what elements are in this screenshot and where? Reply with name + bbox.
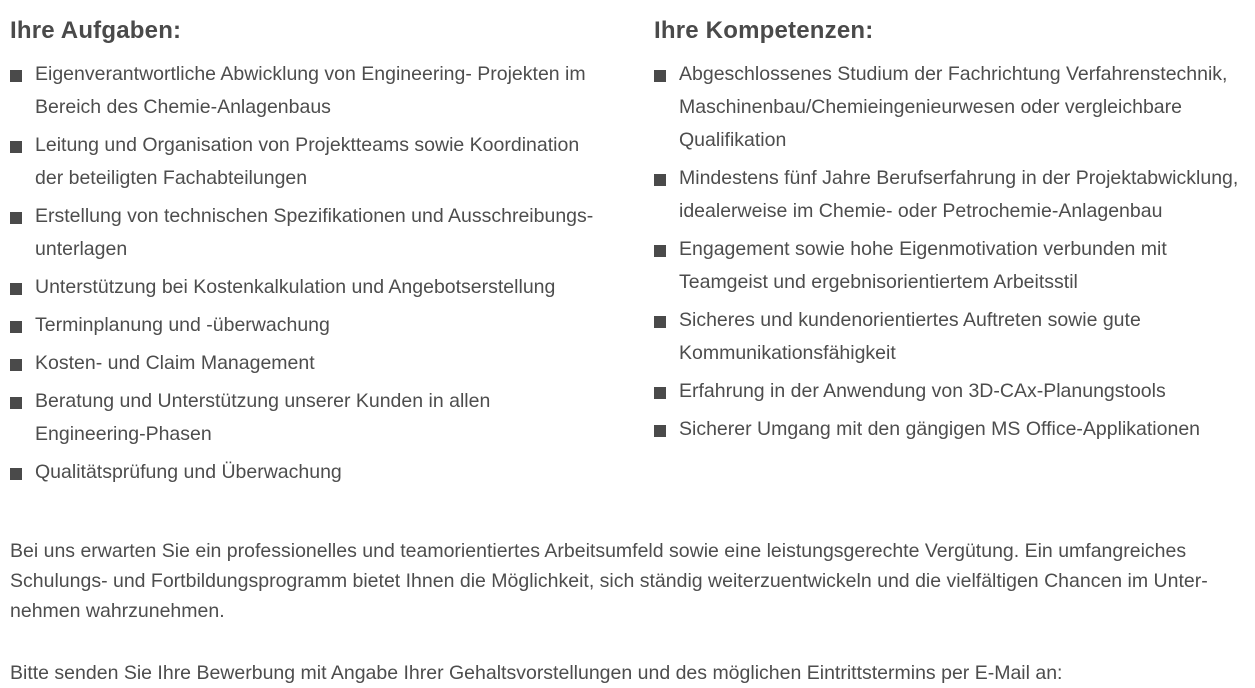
aufgaben-list-item xyxy=(10,309,620,342)
aufgaben-item-text: Qualitätsprüfung und Überwachung xyxy=(35,461,342,483)
square-bullet-icon xyxy=(10,70,22,82)
kompetenzen-item-text: Engagement sowie hohe Eigenmotivation verbunden mit xyxy=(679,238,1167,260)
aufgaben-item-text: der beteiligten Fachabteilungen xyxy=(35,167,308,189)
aufgaben-list-item xyxy=(10,385,620,451)
application-paragraph: Bitte senden Sie Ihre Bewerbung mit Angabe Ihrer Gehaltsvorstellungen und des möglichen Eintrittstermins per E-Mail an: xyxy=(10,662,1063,684)
kompetenzen-list-item xyxy=(654,413,1254,446)
kompetenzen-item-text: Abgeschlossenes Studium der Fachrichtung Verfahrenstechnik, xyxy=(679,63,1228,85)
aufgaben-list-item xyxy=(10,200,620,266)
kompetenzen-list-item xyxy=(654,233,1254,299)
aufgaben-item-text: Kosten- und Claim Management xyxy=(35,352,315,374)
aufgaben-item-text: Unterstützung bei Kostenkalkulation und Angebotserstellung xyxy=(35,276,556,298)
kompetenzen-heading: Ihre Kompetenzen: xyxy=(654,17,874,44)
square-bullet-icon xyxy=(654,245,666,257)
aufgaben-item-text: Engineering-Phasen xyxy=(35,423,212,445)
square-bullet-icon xyxy=(10,141,22,153)
square-bullet-icon xyxy=(10,321,22,333)
offer-paragraph xyxy=(10,536,1240,626)
square-bullet-icon xyxy=(654,174,666,186)
square-bullet-icon xyxy=(10,468,22,480)
kompetenzen-item-text: Erfahrung in der Anwendung von 3D-CAx-Planungstools xyxy=(679,380,1166,402)
aufgaben-item-text: unterlagen xyxy=(35,238,128,260)
aufgaben-list-item xyxy=(10,271,620,304)
offer-paragraph-line: Schulungs- und Fortbildungsprogramm bietet Ihnen die Möglichkeit, sich ständig weiterzuentwickeln und die vielfältigen Chancen im Unter- xyxy=(10,570,1208,592)
square-bullet-icon xyxy=(654,425,666,437)
offer-paragraph-line: nehmen wahrzunehmen. xyxy=(10,600,225,622)
aufgaben-item-text: Beratung und Unterstützung unserer Kunden in allen xyxy=(35,390,491,412)
kompetenzen-item-text: Qualifikation xyxy=(679,129,787,151)
square-bullet-icon xyxy=(654,387,666,399)
square-bullet-icon xyxy=(654,70,666,82)
aufgaben-section xyxy=(10,14,620,494)
aufgaben-item-text: Erstellung von technischen Spezifikationen und Ausschreibungs- xyxy=(35,205,594,227)
kompetenzen-list-item xyxy=(654,162,1254,228)
square-bullet-icon xyxy=(10,212,22,224)
offer-paragraph-line: Bei uns erwarten Sie ein professionelles und teamorientiertes Arbeitsumfeld sowie eine leistungsgerechte Vergütung. Ein umfangreiches xyxy=(10,540,1187,562)
kompetenzen-item-text: Sicheres und kundenorientiertes Auftreten sowie gute xyxy=(679,309,1141,331)
square-bullet-icon xyxy=(10,283,22,295)
aufgaben-list-item xyxy=(10,347,620,380)
aufgaben-item-text: Terminplanung und -überwachung xyxy=(35,314,330,336)
kompetenzen-item-text: Sicherer Umgang mit den gängigen MS Office-Applikationen xyxy=(679,418,1201,440)
kompetenzen-item-text: Maschinenbau/Chemieingenieurwesen oder vergleichbare xyxy=(679,96,1182,118)
square-bullet-icon xyxy=(10,359,22,371)
aufgaben-item-text: Bereich des Chemie-Anlagenbaus xyxy=(35,96,331,118)
kompetenzen-item-text: Teamgeist und ergebnisorientiertem Arbeitsstil xyxy=(679,271,1078,293)
aufgaben-item-text: Leitung und Organisation von Projektteams sowie Koordination xyxy=(35,134,580,156)
kompetenzen-item-text: idealerweise im Chemie- oder Petrochemie-Anlagenbau xyxy=(679,200,1163,222)
square-bullet-icon xyxy=(654,316,666,328)
aufgaben-list-item xyxy=(10,456,620,489)
aufgaben-list xyxy=(10,58,620,489)
square-bullet-icon xyxy=(10,397,22,409)
kompetenzen-list-item xyxy=(654,58,1254,157)
kompetenzen-item-text: Kommunikationsfähigkeit xyxy=(679,342,896,364)
kompetenzen-item-text: Mindestens fünf Jahre Berufserfahrung in der Projektabwicklung, xyxy=(679,167,1239,189)
aufgaben-list-item xyxy=(10,129,620,195)
kompetenzen-list-item xyxy=(654,304,1254,370)
kompetenzen-list xyxy=(654,58,1254,446)
kompetenzen-list-item xyxy=(654,375,1254,408)
aufgaben-item-text: Eigenverantwortliche Abwicklung von Engineering- Projekten im xyxy=(35,63,586,85)
kompetenzen-section xyxy=(654,14,1254,451)
aufgaben-list-item xyxy=(10,58,620,124)
aufgaben-heading: Ihre Aufgaben: xyxy=(10,17,182,44)
